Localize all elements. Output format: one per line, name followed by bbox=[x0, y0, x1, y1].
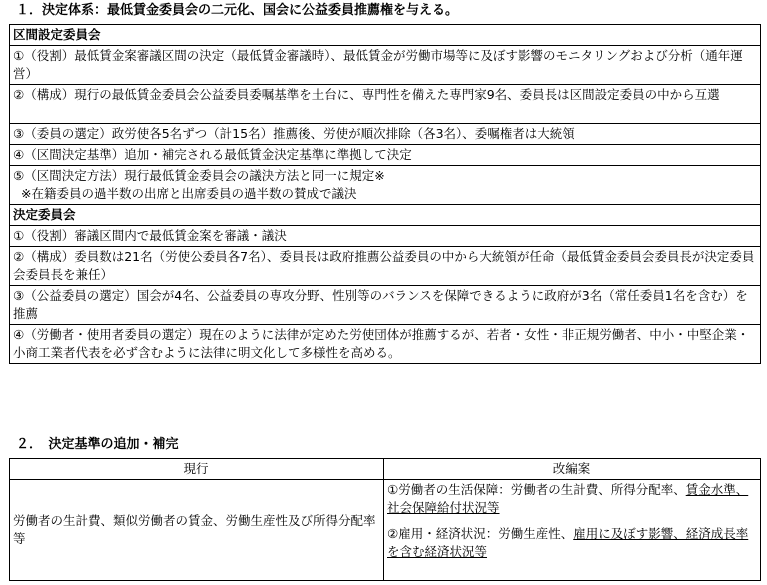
revised-item-2-prefix: ②雇用・経済状況：労働生産性、 bbox=[387, 526, 574, 541]
revised-item-1-prefix: ①労働者の生活保障：労働者の生計費、所得分配率、 bbox=[387, 482, 686, 497]
revised-item-1-underlined: 賃金水準、社会保障給付状況等 bbox=[387, 482, 749, 515]
committee-a-item-row bbox=[10, 145, 761, 166]
current-criteria-cell: 労働者の生計費、類似労働者の賃金、労働生産性及び所得分配率等 bbox=[10, 480, 384, 581]
decision-system-table bbox=[9, 24, 761, 364]
committee-a-title: 区間設定委員会 bbox=[10, 25, 761, 46]
column-header-revised: 改編案 bbox=[384, 459, 761, 480]
committee-b-item-3: ③（公益委員の選定）国会が4名、公益委員の専攻分野、性別等のバランスを保障できるように政府が3名（常任委員1名を含む）を推薦 bbox=[10, 286, 761, 325]
comparison-body-row bbox=[10, 480, 761, 581]
section2-heading: ２． 決定基準の追加・補完 bbox=[16, 437, 179, 452]
committee-a-item-5: ⑤（区間決定方法）現行最低賃金委員会の議決方法と同一に規定※ bbox=[13, 168, 385, 183]
committee-b-item-1: ①（役割）審議区間内で最低賃金案を審議・議決 bbox=[10, 226, 761, 247]
committee-b-title: 決定委員会 bbox=[10, 205, 761, 226]
committee-a-item-3: ③（委員の選定）政労使各5名ずつ（計15名）推薦後、労使が順次排除（各3名）、委嘱権者は大統領 bbox=[10, 124, 761, 145]
revised-criteria-cell bbox=[384, 480, 761, 581]
committee-a-note: ※在籍委員の過半数の出席と出席委員の過半数の賛成で議決 bbox=[21, 186, 357, 201]
committee-a-item-4: ④（区間決定基準）追加・補完される最低賃金決定基準に準拠して決定 bbox=[10, 145, 761, 166]
committee-a-item-row bbox=[10, 85, 761, 124]
committee-b-item-2: ②（構成）委員数は21名（労使公委員各7名）、委員長は政府推薦公益委員の中から大統領が任命（最低賃金委員会委員長が決定委員会委員長を兼任） bbox=[10, 247, 761, 286]
committee-a-item-1: ①（役割）最低賃金案審議区間の決定（最低賃金審議時）、最低賃金が労働市場等に及ぼす影響のモニタリングおよび分析（通年運営） bbox=[10, 46, 761, 85]
comparison-header-row bbox=[10, 459, 761, 480]
committee-b-header-row bbox=[10, 205, 761, 226]
section1-heading: １．決定体系：最低賃金委員会の二元化、国会に公益委員推薦権を与える。 bbox=[16, 3, 459, 18]
committee-b-item-4: ④（労働者・使用者委員の選定）現在のように法律が定めた労使団体が推薦するが、若者・女性・非正規労働者、中小・中堅企業・小商工業者代表を必ず含むように法律に明文化して多様性を高める。 bbox=[10, 325, 761, 364]
committee-a-item-5-cell bbox=[10, 166, 761, 205]
committee-a-header-row bbox=[10, 25, 761, 46]
committee-b-item-row bbox=[10, 247, 761, 286]
committee-a-item-row bbox=[10, 124, 761, 145]
column-header-current: 現行 bbox=[10, 459, 384, 480]
revised-item-2 bbox=[387, 525, 756, 561]
committee-a-item-2: ②（構成）現行の最低賃金委員会公益委員委嘱基準を土台に、専門性を備えた専門家9名、委員長は区間設定委員の中から互選 bbox=[10, 85, 761, 124]
committee-a-item-row bbox=[10, 46, 761, 85]
committee-b-item-row bbox=[10, 325, 761, 364]
committee-b-item-row bbox=[10, 286, 761, 325]
revised-item-1 bbox=[387, 481, 756, 517]
revised-item-2-underlined: 雇用に及ぼす影響、経済成長率を含む経済状況等 bbox=[387, 526, 749, 559]
committee-b-item-row bbox=[10, 226, 761, 247]
committee-a-item-row bbox=[10, 166, 761, 205]
criteria-comparison-table bbox=[9, 458, 761, 581]
